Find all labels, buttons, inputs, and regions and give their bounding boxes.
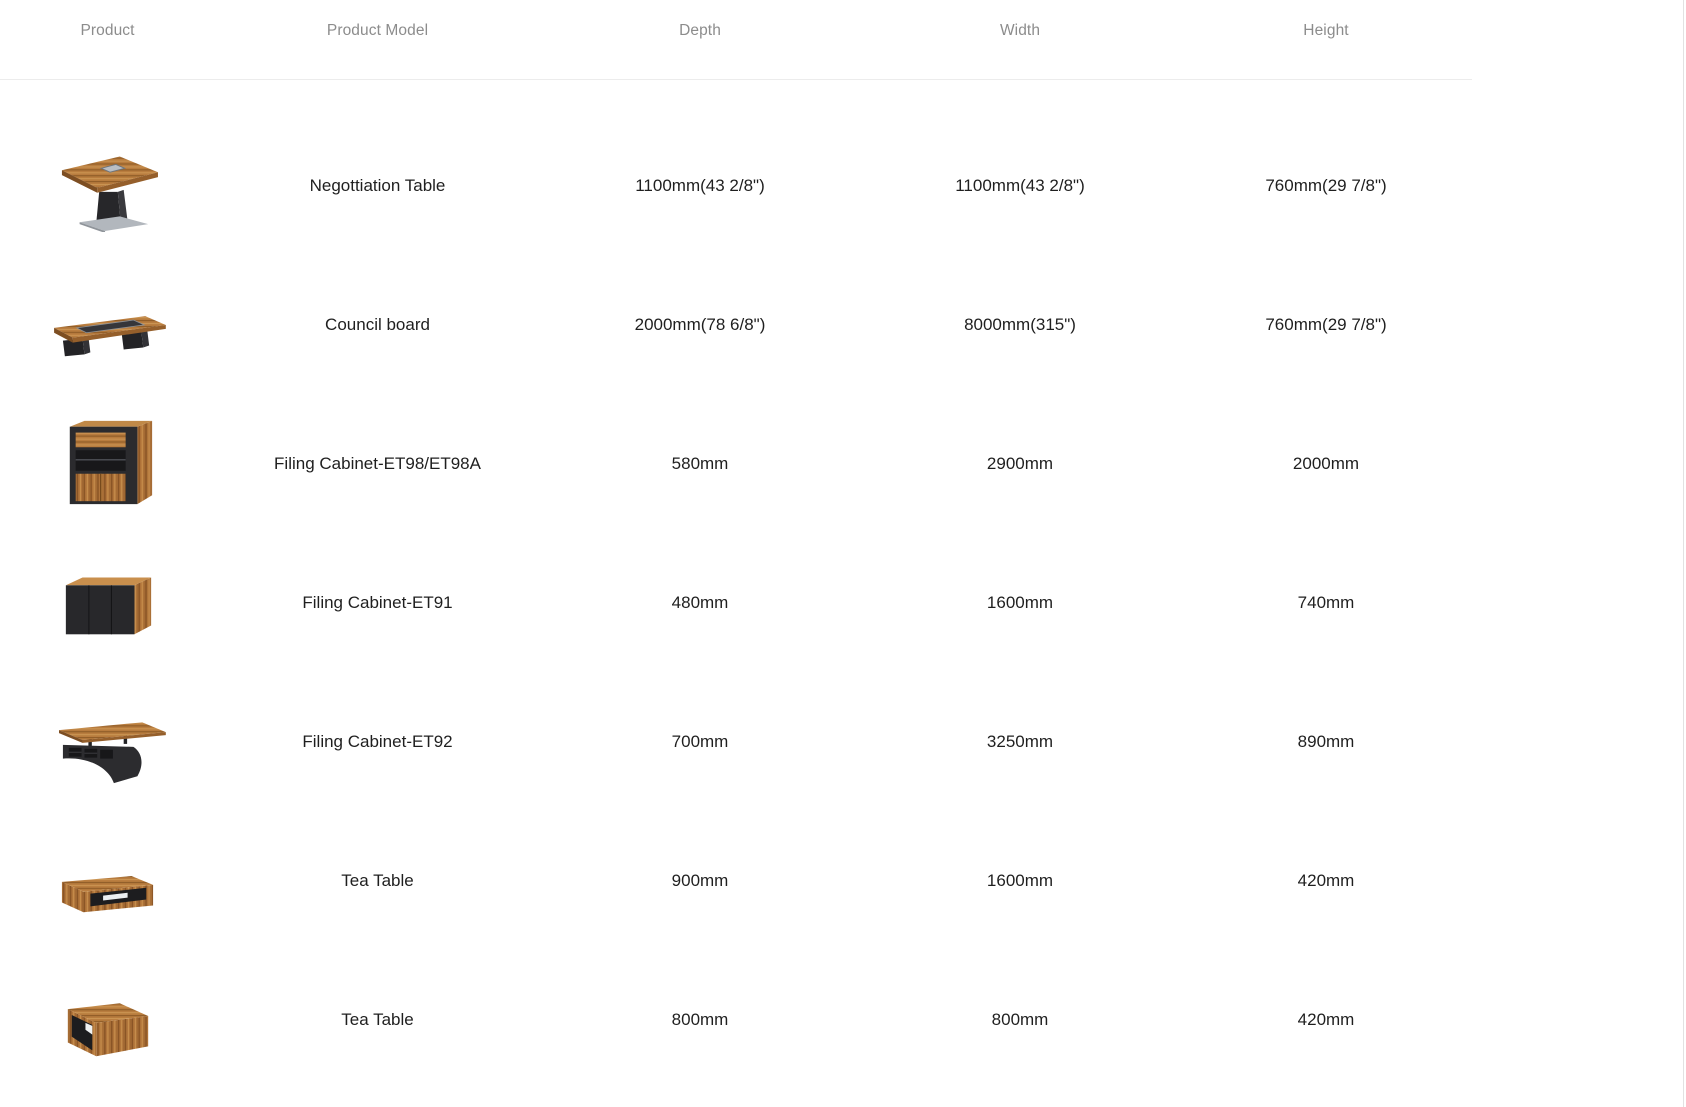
height-cell: 760mm(29 7/8") [1265,175,1387,195]
width-cell: 8000mm(315") [964,314,1076,334]
table-spacer [0,79,1472,116]
table-row [0,533,1472,672]
product-image-cell [0,672,215,811]
width-cell: 3250mm [986,731,1054,751]
depth-cell: 480mm [671,592,729,612]
tea-table-square-image [49,968,167,1066]
height-cell: 760mm(29 7/8") [1265,314,1387,334]
height-cell: 890mm [1297,731,1355,751]
filing-cabinet-et98-image [49,412,167,510]
table-row [0,672,1472,811]
tea-table-image [49,829,167,927]
width-cell: 1100mm(43 2/8") [955,175,1085,195]
product-image-cell [0,394,215,533]
width-cell: 1600mm [986,592,1054,612]
product-model-cell: Tea Table [341,870,414,890]
filing-cabinet-et91-image [49,551,167,649]
filing-cabinet-et92-image [49,690,167,788]
table-row [0,811,1472,950]
depth-cell: 800mm [671,1009,729,1029]
table-row [0,950,1472,1089]
table-row [0,255,1472,394]
height-cell: 420mm [1297,870,1355,890]
width-cell: 800mm [991,1009,1049,1029]
product-model-cell: Tea Table [341,1009,414,1029]
product-image-cell [0,533,215,672]
depth-cell: 1100mm(43 2/8") [635,175,765,195]
column-header-product: Product [0,0,215,79]
council-board-image [49,273,167,371]
product-image-cell [0,811,215,950]
product-image-cell [0,116,215,255]
depth-cell: 580mm [671,453,729,473]
table-header-row [0,0,1472,79]
depth-cell: 2000mm(78 6/8") [634,314,766,334]
product-model-cell: Council board [325,314,430,334]
negotiation-table-image [49,134,167,232]
height-cell: 420mm [1297,1009,1355,1029]
column-header-depth: Depth [540,0,860,79]
column-header-product-model: Product Model [215,0,540,79]
column-header-width: Width [860,0,1180,79]
product-model-cell: Filing Cabinet-ET91 [302,592,453,612]
table-row [0,116,1472,255]
product-image-cell [0,950,215,1089]
page-right-border [1683,0,1684,1107]
height-cell: 2000mm [1292,453,1360,473]
product-model-cell: Filing Cabinet-ET98/ET98A [274,453,481,473]
width-cell: 1600mm [986,870,1054,890]
height-cell: 740mm [1297,592,1355,612]
product-model-cell: Filing Cabinet-ET92 [302,731,453,751]
product-model-cell: Negottiation Table [309,175,446,195]
column-header-height: Height [1180,0,1472,79]
depth-cell: 700mm [671,731,729,751]
product-image-cell [0,255,215,394]
depth-cell: 900mm [671,870,729,890]
table-row [0,394,1472,533]
width-cell: 2900mm [986,453,1054,473]
